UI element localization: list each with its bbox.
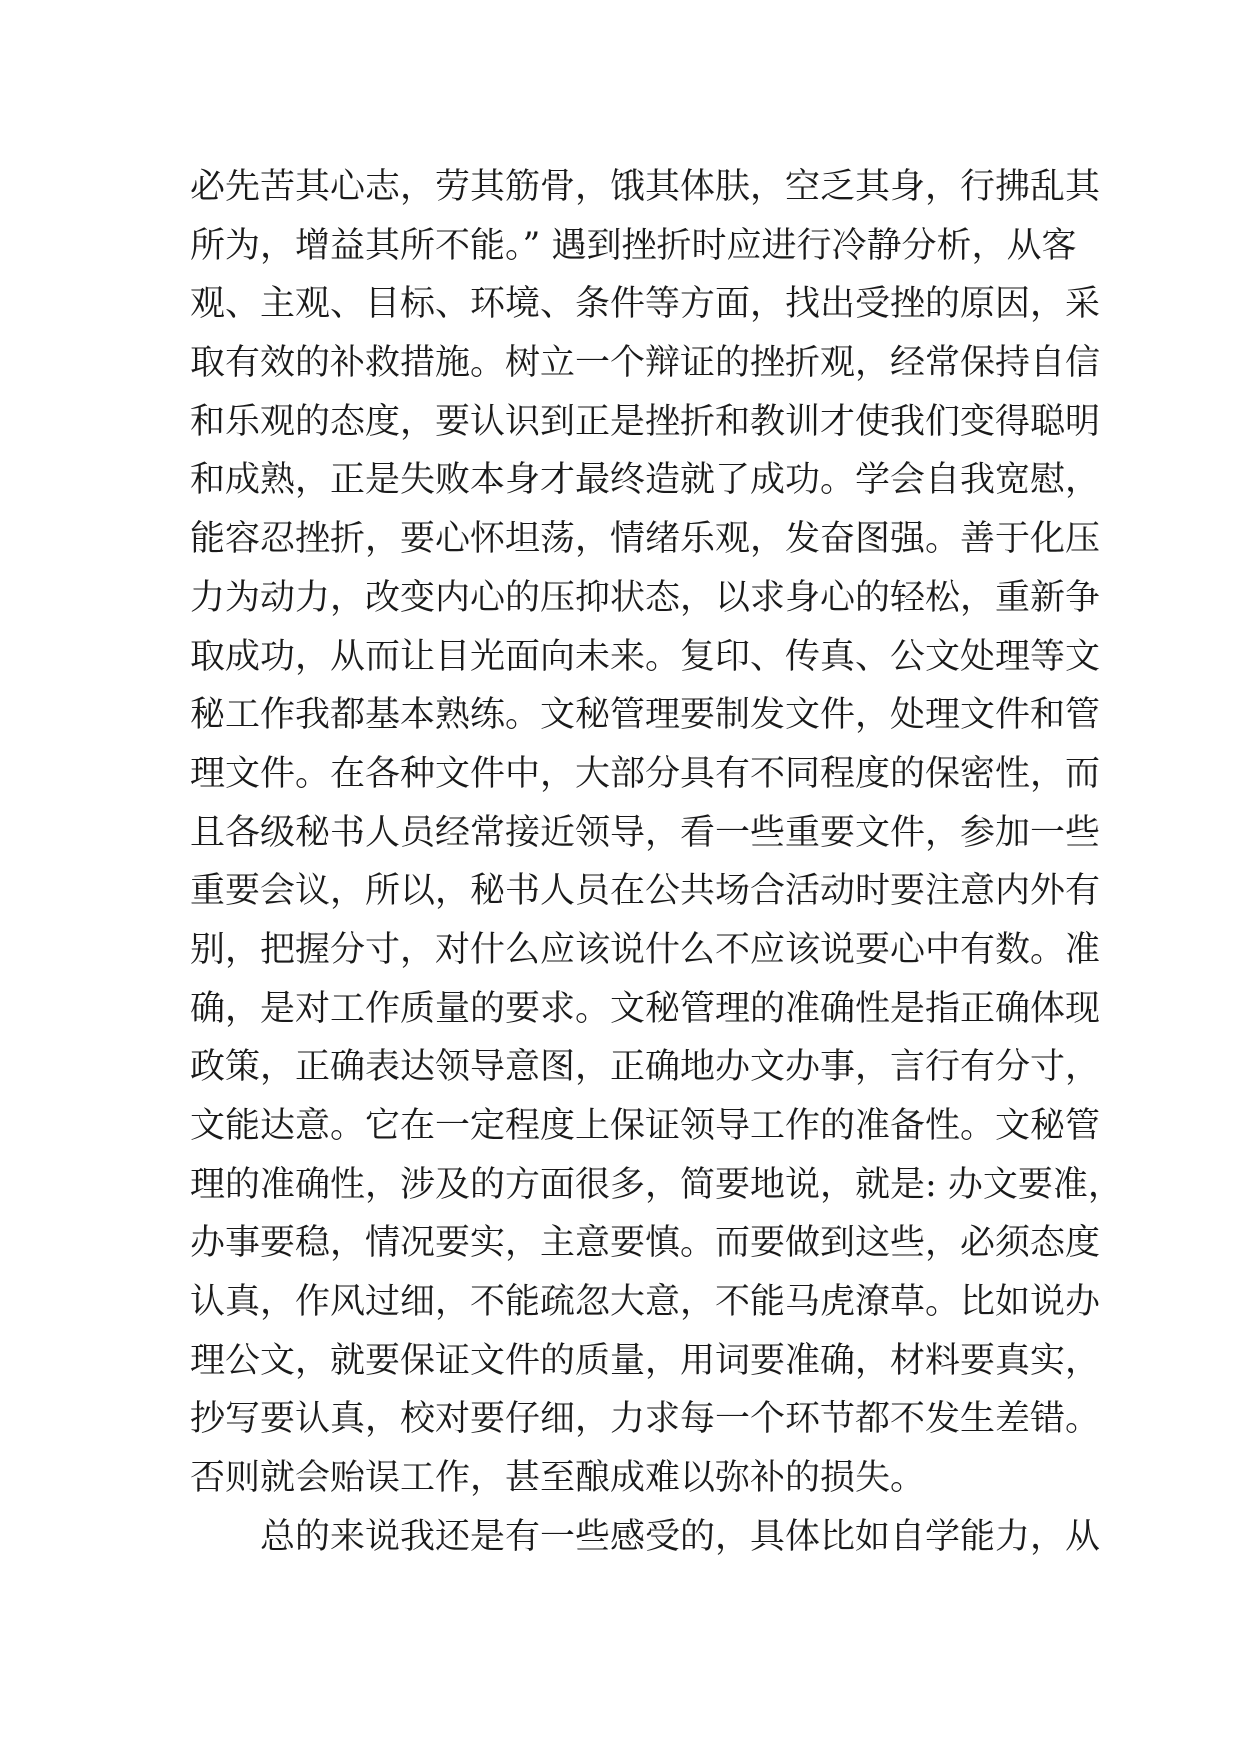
text-line: 秘工作我都基本熟练。文秘管理要制发文件，处理文件和管: [190, 695, 1101, 736]
text-line: 所为，增益其所不能。” 遇到挫折时应进行冷静分析，从客: [190, 225, 1077, 266]
paragraph-start-line: 总的来说我还是有一些感受的，具体比如自学能力，从: [260, 1516, 1101, 1557]
text-line: 别，把握分寸，对什么应该说什么不应该说要心中有数。准: [190, 929, 1101, 970]
text-line: 取成功，从而让目光面向未来。复印、传真、公文处理等文: [190, 636, 1101, 677]
text-line: 必先苦其心志，劳其筋骨，饿其体肤，空乏其身，行拂乱其: [190, 167, 1101, 207]
text-line: 力为动力，改变内心的压抑状态，以求身心的轻松，重新争: [190, 577, 1101, 618]
text-line: 办事要稳，情况要实，主意要慎。而要做到这些，必须态度: [190, 1223, 1101, 1264]
text-line: 能容忍挫折，要心怀坦荡，情绪乐观，发奋图强。善于化压: [190, 519, 1101, 560]
text-line: 认真，作风过细，不能疏忽大意，不能马虎潦草。比如说办: [190, 1282, 1101, 1323]
text-line: 确，是对工作质量的要求。文秘管理的准确性是指正确体现: [190, 988, 1101, 1029]
text-line: 且各级秘书人员经常接近领导，看一些重要文件，参加一些: [190, 812, 1101, 853]
text-line: 理公文，就要保证文件的质量，用词要准确，材料要真实，: [190, 1340, 1101, 1381]
text-line: 观、主观、目标、环境、条件等方面，找出受挫的原因，采: [190, 284, 1101, 325]
text-line: 否则就会贻误工作，甚至酿成难以弥补的损失。: [190, 1458, 926, 1499]
text-line: 抄写要认真，校对要仔细，力求每一个环节都不发生差错。: [190, 1399, 1101, 1440]
body-text: [190, 158, 1123, 1567]
text-line: 和成熟，正是失败本身才最终造就了成功。学会自我宽慰，: [190, 460, 1101, 501]
text-line: 文能达意。它在一定程度上保证领导工作的准备性。文秘管: [190, 1106, 1101, 1146]
text-line: 取有效的补救措施。树立一个辩证的挫折观，经常保持自信: [190, 343, 1101, 384]
text-line: 理文件。在各种文件中，大部分具有不同程度的保密性，而: [190, 753, 1101, 794]
text-line: 政策，正确表达领导意图，正确地办文办事，言行有分寸，: [190, 1047, 1101, 1088]
text-line: 理的准确性，涉及的方面很多，简要地说，就是: 办文要准，: [190, 1164, 1123, 1205]
text-line: 重要会议，所以，秘书人员在公共场合活动时要注意内外有: [190, 871, 1101, 912]
text-line: 和乐观的态度，要认识到正是挫折和教训才使我们变得聪明: [190, 401, 1101, 442]
